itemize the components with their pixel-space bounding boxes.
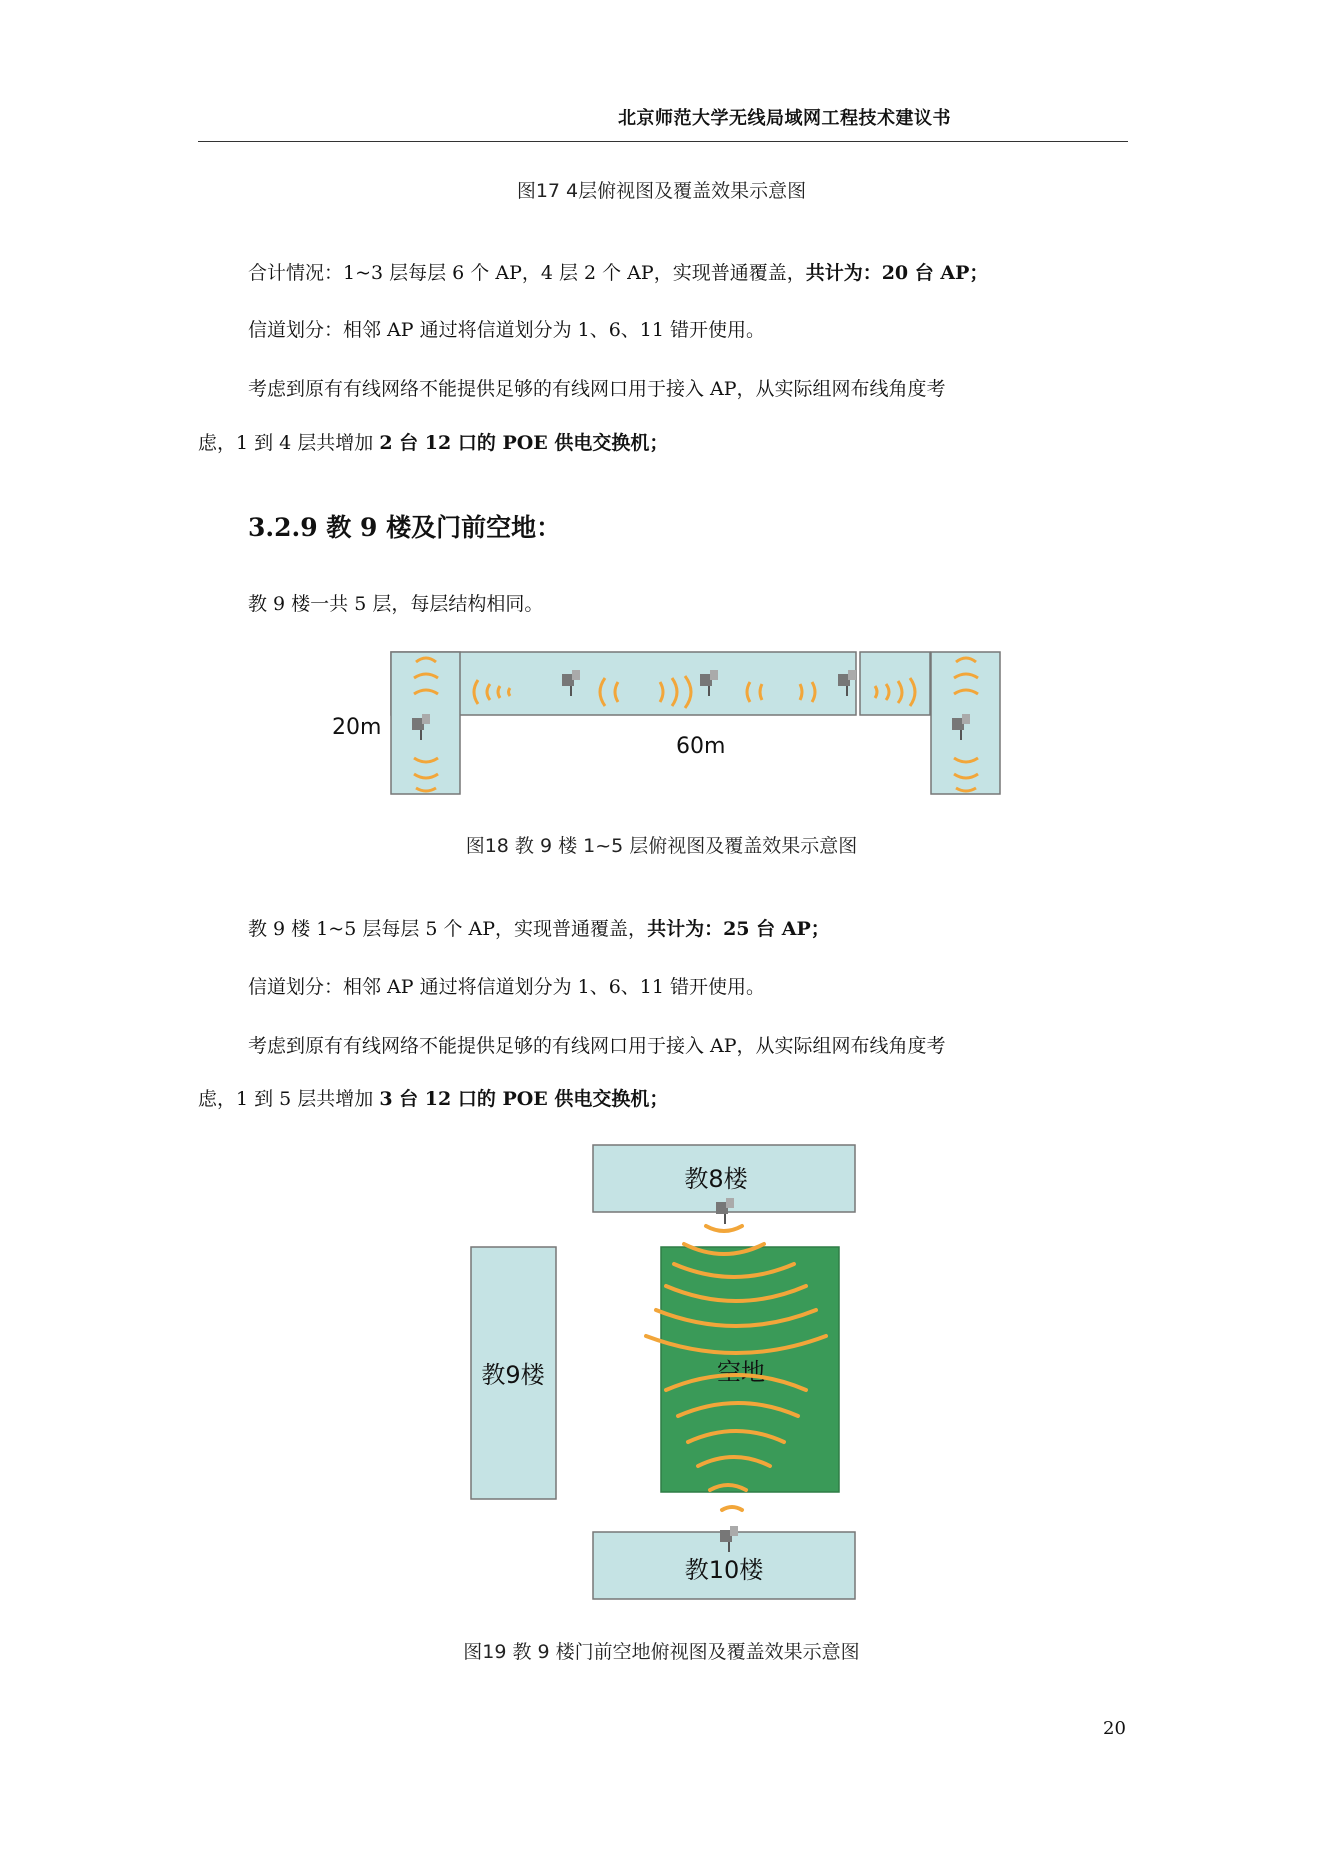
- page-number: 20: [1103, 1718, 1126, 1739]
- section-heading: 3.2.9 教 9 楼及门前空地：: [248, 513, 562, 542]
- channel-paragraph-2: 信道划分：相邻 AP 通过将信道划分为 1、6、11 错开使用。: [248, 976, 766, 998]
- summary-paragraph-2: [248, 920, 830, 939]
- cabling-paragraph-1-line1: 考虑到原有有线网络不能提供足够的有线网口用于接入 AP，从实际组网布线角度考: [248, 378, 946, 400]
- building-intro: 教 9 楼一共 5 层，每层结构相同。: [248, 593, 544, 615]
- cabling-paragraph-2-line2: [198, 1090, 668, 1109]
- dimension-width-label: 60m: [676, 734, 726, 759]
- cabling-switches: 2 台 12 口的 POE 供电交换机；: [379, 432, 669, 454]
- figure-19-caption: 图19 教 9 楼门前空地俯视图及覆盖效果示意图: [463, 1641, 860, 1663]
- channel-paragraph-1: 信道划分：相邻 AP 通过将信道划分为 1、6、11 错开使用。: [248, 319, 766, 341]
- right-corridor-block: [860, 652, 930, 715]
- figure-18-floor-plan: [320, 648, 1010, 798]
- document-header-title: 北京师范大学无线局域网工程技术建议书: [618, 108, 951, 129]
- figure-17-caption: 图17 4层俯视图及覆盖效果示意图: [516, 180, 807, 202]
- cabling-paragraph-1-line2: [198, 434, 668, 453]
- building-9-label: 教9楼: [481, 1361, 545, 1389]
- summary-text: 教 9 楼 1~5 层每层 5 个 AP，实现普通覆盖，: [248, 918, 648, 940]
- cabling-paragraph-2-line1: 考虑到原有有线网络不能提供足够的有线网口用于接入 AP，从实际组网布线角度考: [248, 1035, 946, 1057]
- cabling-switches: 3 台 12 口的 POE 供电交换机；: [379, 1088, 669, 1110]
- open-area-label: 空地: [717, 1358, 765, 1386]
- figure-19-site-plan: [466, 1140, 866, 1605]
- building-8-label: 教8楼: [684, 1165, 748, 1193]
- summary-total: 共计为：25 台 AP；: [647, 918, 830, 940]
- summary-paragraph-1: [248, 264, 988, 283]
- cabling-text: 虑，1 到 5 层共增加: [198, 1088, 380, 1110]
- summary-text: 合计情况：1~3 层每层 6 个 AP，4 层 2 个 AP，实现普通覆盖，: [248, 262, 806, 284]
- header-rule: [198, 141, 1128, 142]
- dimension-height-label: 20m: [332, 715, 382, 740]
- cabling-text: 虑，1 到 4 层共增加: [198, 432, 380, 454]
- figure-18-caption: 图18 教 9 楼 1~5 层俯视图及覆盖效果示意图: [465, 835, 858, 857]
- summary-total: 共计为：20 台 AP；: [805, 262, 989, 284]
- building-10-label: 教10楼: [684, 1556, 764, 1584]
